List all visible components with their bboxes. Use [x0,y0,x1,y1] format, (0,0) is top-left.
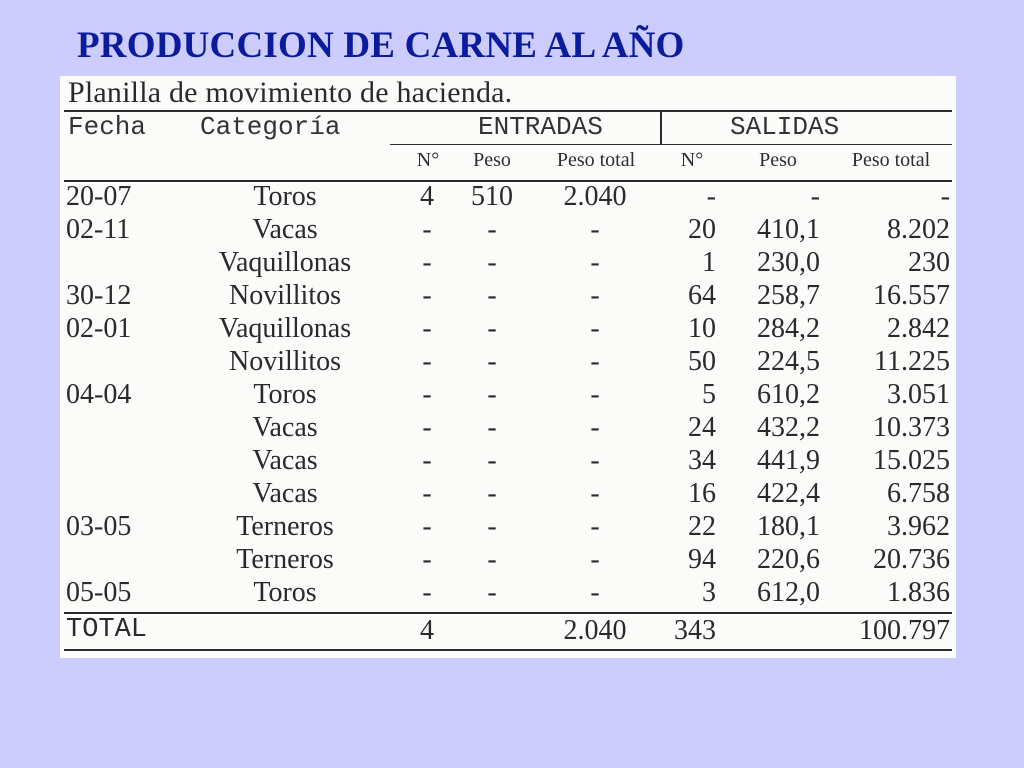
cell-fecha: 20-07 [66,181,132,212]
cell-salidas-peso: 224,5 [757,346,820,377]
cell-categoria: Terneros [236,511,334,542]
header-salidas: SALIDAS [730,112,840,142]
cell-salidas-n: 10 [688,313,716,344]
subheader-salidas-peso: Peso [759,149,797,171]
cell-salidas-n: 3 [702,577,716,608]
cell-entradas-peso: - [487,379,497,410]
total-entradas-peso-total: 2.040 [563,615,627,646]
cell-entradas-peso-total: - [590,280,600,311]
cell-salidas-peso-total: 20.736 [873,544,950,575]
cell-salidas-n: 16 [688,478,716,509]
cell-salidas-peso-total: 16.557 [873,280,950,311]
cell-salidas-n: 22 [688,511,716,542]
cell-entradas-n: - [422,511,432,542]
cell-salidas-n: 94 [688,544,716,575]
cell-salidas-peso-total: 10.373 [873,412,950,443]
cell-entradas-peso-total: 2.040 [563,181,627,212]
header-fecha: Fecha [68,112,147,142]
cell-entradas-peso: - [487,313,497,344]
table-row [60,213,956,246]
table-row [60,312,956,345]
cell-categoria: Vaquillonas [218,247,352,278]
total-label: TOTAL [66,615,148,645]
cell-salidas-n: 24 [688,412,716,443]
cell-salidas-peso: 610,2 [757,379,820,410]
table-row [60,510,956,543]
header-entradas: ENTRADAS [478,112,603,142]
cell-salidas-peso-total: 11.225 [874,346,950,377]
subheader-salidas-n: N° [680,149,704,171]
cell-entradas-peso: 510 [471,181,513,212]
table-row [60,279,956,312]
cell-entradas-n: - [422,412,432,443]
total-bottom-rule [64,649,952,651]
cell-categoria: Vacas [252,412,318,443]
cell-entradas-peso-total: - [590,412,600,443]
cell-salidas-peso: 220,6 [757,544,820,575]
table-row [60,444,956,477]
cell-fecha: 02-01 [66,313,132,344]
table-row [60,246,956,279]
cell-salidas-n: 20 [688,214,716,245]
cell-entradas-n: 4 [420,181,434,212]
cell-fecha: 30-12 [66,280,132,311]
cell-entradas-n: - [422,313,432,344]
table-row [60,180,956,213]
cell-salidas-peso-total: 15.025 [873,445,950,476]
cell-salidas-peso-total: 2.842 [887,313,950,344]
cell-salidas-peso-total: 8.202 [887,214,950,245]
table-row [60,378,956,411]
cell-entradas-n: - [422,445,432,476]
cell-salidas-peso-total: - [940,181,950,212]
cell-entradas-peso: - [487,214,497,245]
subheader-entradas-peso-total: Peso total [556,149,636,171]
subheader-entradas-peso: Peso [473,149,511,171]
cell-entradas-peso-total: - [590,346,600,377]
scanned-table [60,76,956,658]
cell-salidas-peso: 612,0 [757,577,820,608]
cell-entradas-peso-total: - [590,511,600,542]
cell-salidas-peso-total: 6.758 [887,478,950,509]
cell-entradas-peso-total: - [590,478,600,509]
cell-entradas-peso: - [487,544,497,575]
cell-entradas-peso-total: - [590,214,600,245]
cell-categoria: Toros [253,577,317,608]
cell-entradas-peso: - [487,412,497,443]
cell-categoria: Toros [253,379,317,410]
cell-categoria: Terneros [236,544,334,575]
cell-salidas-n: 1 [702,247,716,278]
cell-entradas-n: - [422,544,432,575]
cell-salidas-n: 50 [688,346,716,377]
total-salidas-n: 343 [674,615,716,646]
total-entradas-n: 4 [420,615,434,646]
cell-entradas-peso: - [487,478,497,509]
cell-salidas-peso: 258,7 [757,280,820,311]
cell-entradas-peso-total: - [590,247,600,278]
cell-salidas-n: 5 [702,379,716,410]
cell-entradas-n: - [422,379,432,410]
cell-entradas-peso-total: - [590,544,600,575]
subheader-salidas-peso-total: Peso total [851,149,931,171]
cell-salidas-n: 64 [688,280,716,311]
table-row [60,477,956,510]
cell-entradas-peso: - [487,280,497,311]
cell-salidas-n: - [706,181,716,212]
table-caption: Planilla de movimiento de hacienda. [68,76,513,109]
cell-entradas-peso: - [487,445,497,476]
cell-entradas-n: - [422,280,432,311]
cell-entradas-n: - [422,577,432,608]
cell-salidas-n: 34 [688,445,716,476]
cell-entradas-peso: - [487,346,497,377]
cell-entradas-peso: - [487,577,497,608]
cell-categoria: Vacas [252,214,318,245]
cell-salidas-peso: 284,2 [757,313,820,344]
table-row [60,411,956,444]
subheader-rule [390,144,952,145]
cell-salidas-peso-total: 3.962 [887,511,950,542]
cell-fecha: 03-05 [66,511,132,542]
cell-salidas-peso: 422,4 [757,478,820,509]
cell-salidas-peso-total: 1.836 [887,577,950,608]
cell-salidas-peso-total: 230 [908,247,950,278]
cell-fecha: 04-04 [66,379,132,410]
table-row [60,543,956,576]
cell-entradas-peso: - [487,511,497,542]
cell-salidas-peso-total: 3.051 [887,379,950,410]
cell-categoria: Vacas [252,478,318,509]
cell-entradas-peso: - [487,247,497,278]
group-divider [660,112,662,144]
cell-categoria: Novillitos [228,346,341,377]
table-row [60,345,956,378]
cell-entradas-peso-total: - [590,313,600,344]
total-salidas-peso-total: 100.797 [859,615,950,646]
cell-salidas-peso: - [810,181,820,212]
subheader-entradas-n: N° [416,149,440,171]
table-row [60,576,956,609]
cell-entradas-n: - [422,214,432,245]
cell-entradas-n: - [422,478,432,509]
cell-categoria: Toros [253,181,317,212]
cell-entradas-peso-total: - [590,577,600,608]
total-row [60,614,956,647]
cell-salidas-peso: 180,1 [757,511,820,542]
cell-entradas-n: - [422,346,432,377]
header-categoria: Categoría [200,112,341,142]
cell-salidas-peso: 410,1 [757,214,820,245]
cell-salidas-peso: 432,2 [757,412,820,443]
cell-salidas-peso: 230,0 [757,247,820,278]
cell-entradas-peso-total: - [590,445,600,476]
cell-entradas-peso-total: - [590,379,600,410]
slide-title: PRODUCCION DE CARNE AL AÑO [77,25,685,66]
cell-categoria: Vacas [252,445,318,476]
cell-entradas-n: - [422,247,432,278]
cell-fecha: 05-05 [66,577,132,608]
cell-salidas-peso: 441,9 [757,445,820,476]
cell-fecha: 02-11 [66,214,131,245]
cell-categoria: Vaquillonas [218,313,352,344]
cell-categoria: Novillitos [228,280,341,311]
